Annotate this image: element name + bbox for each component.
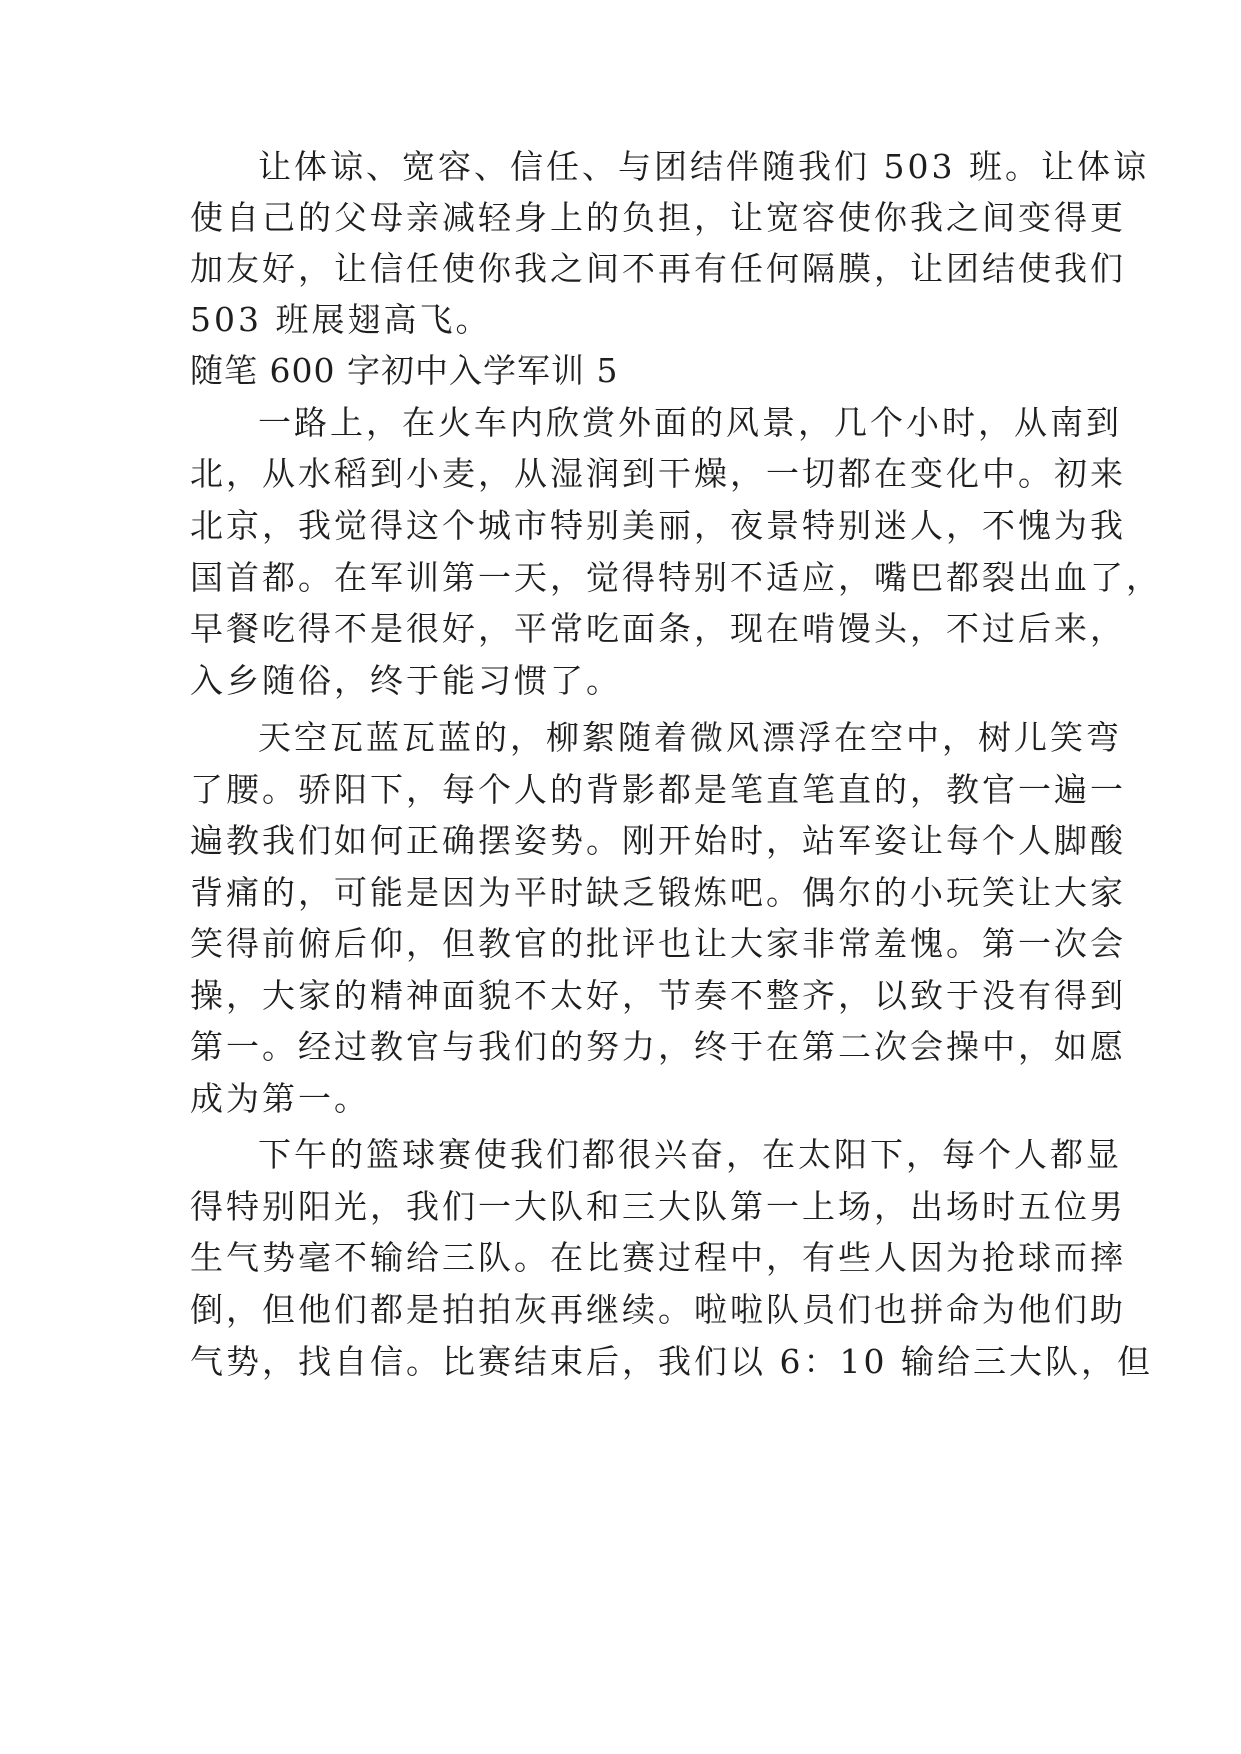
paragraph-4-line-4: 倒，但他们都是拍拍灰再继续。啦啦队员们也拼命为他们助 bbox=[190, 1290, 1126, 1329]
section-heading: 随笔 600 字初中入学军训 5 bbox=[190, 351, 619, 390]
paragraph-3-line-8: 成为第一。 bbox=[190, 1079, 370, 1118]
paragraph-1-line-4: 503 班展翅高飞。 bbox=[190, 300, 492, 339]
paragraph-3-line-2: 了腰。骄阳下，每个人的背影都是笔直笔直的，教官一遍一 bbox=[190, 770, 1126, 809]
paragraph-2-line-4: 国首都。在军训第一天，觉得特别不适应，嘴巴都裂出血了， bbox=[190, 558, 1162, 597]
paragraph-4-line-2: 得特别阳光，我们一大队和三大队第一上场，出场时五位男 bbox=[190, 1187, 1126, 1226]
paragraph-2-line-3: 北京，我觉得这个城市特别美丽，夜景特别迷人，不愧为我 bbox=[190, 506, 1126, 545]
paragraph-1-line-3: 加友好，让信任使你我之间不再有任何隔膜，让团结使我们 bbox=[190, 249, 1126, 288]
paragraph-3-line-5: 笑得前俯后仰，但教官的批评也让大家非常羞愧。第一次会 bbox=[190, 924, 1126, 963]
paragraph-2-line-6: 入乡随俗，终于能习惯了。 bbox=[190, 661, 622, 700]
paragraph-4-line-5: 气势，找自信。比赛结束后，我们以 6：10 输给三大队，但 bbox=[190, 1342, 1153, 1381]
paragraph-3-line-7: 第一。经过教官与我们的努力，终于在第二次会操中，如愿 bbox=[190, 1027, 1126, 1066]
paragraph-3-line-6: 操，大家的精神面貌不太好，节奏不整齐，以致于没有得到 bbox=[190, 976, 1126, 1015]
paragraph-4-line-3: 生气势毫不输给三队。在比赛过程中，有些人因为抢球而摔 bbox=[190, 1238, 1126, 1277]
paragraph-3-line-1: 天空瓦蓝瓦蓝的，柳絮随着微风漂浮在空中，树儿笑弯 bbox=[258, 718, 1122, 757]
paragraph-3-line-4: 背痛的，可能是因为平时缺乏锻炼吧。偶尔的小玩笑让大家 bbox=[190, 873, 1126, 912]
paragraph-2-line-1: 一路上，在火车内欣赏外面的风景，几个小时，从南到 bbox=[258, 403, 1122, 442]
paragraph-1-line-2: 使自己的父母亲减轻身上的负担，让宽容使你我之间变得更 bbox=[190, 198, 1126, 237]
paragraph-2-line-5: 早餐吃得不是很好，平常吃面条，现在啃馒头，不过后来， bbox=[190, 609, 1126, 648]
paragraph-3-line-3: 遍教我们如何正确摆姿势。刚开始时，站军姿让每个人脚酸 bbox=[190, 821, 1126, 860]
paragraph-2-line-2: 北，从水稻到小麦，从湿润到干燥，一切都在变化中。初来 bbox=[190, 454, 1126, 493]
paragraph-4-line-1: 下午的篮球赛使我们都很兴奋，在太阳下，每个人都显 bbox=[258, 1135, 1122, 1174]
paragraph-1-line-1: 让体谅、宽容、信任、与团结伴随我们 503 班。让体谅 bbox=[258, 147, 1149, 186]
